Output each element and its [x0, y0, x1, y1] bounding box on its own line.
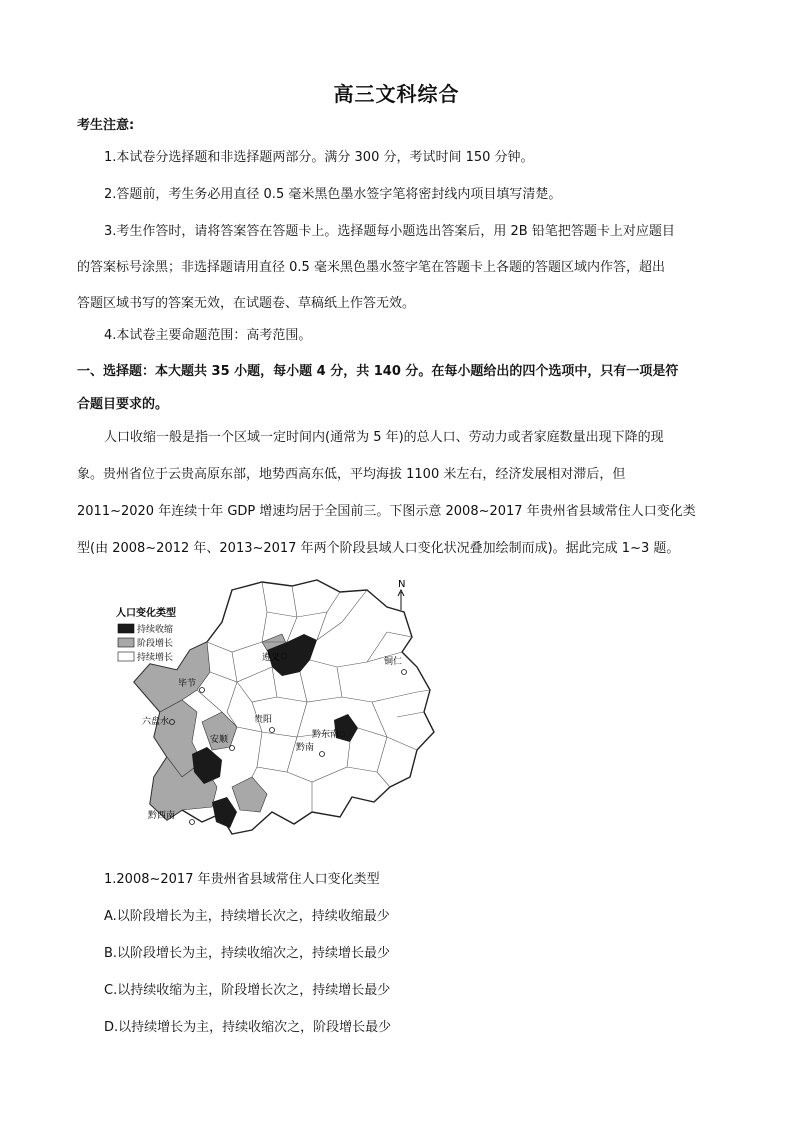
map-label-liupanshui: 六盘水 — [142, 717, 170, 727]
section-heading: 一、选择题：本大题共 35 小题，每小题 4 分，共 140 分。在每小题给出的四个选项中，只有一项是符 — [77, 364, 679, 379]
notice-item: 4.本试卷主要命题范围：高考范围。 — [104, 328, 312, 343]
question-stem: 1.2008~2017 年贵州省县域常住人口变化类型 — [104, 872, 380, 887]
question-option-a: A.以阶段增长为主，持续增长次之，持续收缩最少 — [104, 909, 390, 924]
notice-item: 的答案标号涂黑；非选择题请用直径 0.5 毫米黑色墨水签字笔在答题卡上各题的答题区域内作答，超出 — [77, 260, 665, 275]
page-title: 高三文科综合 — [333, 82, 460, 106]
passage-line: 人口收缩一般是指一个区域一定时间内(通常为 5 年)的总人口、劳动力或者家庭数量出现下降的现 — [104, 430, 664, 445]
legend-label-shrink: 持续收缩 — [137, 625, 174, 635]
legend-swatch-grow — [118, 652, 134, 661]
map-label-zunyi: 遵义 — [262, 653, 281, 663]
map-label-qiandongnan: 黔东南 — [312, 730, 340, 740]
notice-item: 答题区域书写的答案无效，在试题卷、草稿纸上作答无效。 — [77, 296, 416, 311]
notice-item: 2.答题前，考生务必用直径 0.5 毫米黑色墨水签字笔将密封线内项目填写清楚。 — [104, 187, 562, 202]
legend-swatch-shrink — [118, 624, 134, 633]
map-label-qianxinan: 黔西南 — [148, 811, 176, 821]
notice-item: 1.本试卷分选择题和非选择题两部分。满分 300 分，考试时间 150 分钟。 — [104, 150, 534, 165]
map-label-bijie: 毕节 — [178, 679, 197, 689]
guizhou-population-map — [112, 572, 442, 842]
passage-line: 象。贵州省位于云贵高原东部，地势西高东低，平均海拔 1100 米左右，经济发展相对滞后，但 — [77, 467, 626, 482]
map-label-qiannan: 黔南 — [296, 743, 315, 753]
passage-line: 型(由 2008~2012 年、2013~2017 年两个阶段县域人口变化状况叠加绘制而成)。据此完成 1~3 题。 — [77, 541, 680, 556]
map-label-anshun: 安顺 — [210, 735, 229, 745]
notice-item: 3.考生作答时，请将答案答在答题卡上。选择题每小题选出答案后，用 2B 铅笔把答题卡上对应题目 — [104, 224, 675, 239]
question-option-d: D.以持续增长为主，持续收缩次之，阶段增长最少 — [104, 1020, 392, 1035]
legend-label-grow: 持续增长 — [137, 653, 174, 663]
map-label-guiyang: 贵阳 — [254, 715, 273, 725]
legend-label-stage: 阶段增长 — [137, 639, 174, 649]
map-label-tongren: 铜仁 — [384, 657, 403, 667]
question-option-c: C.以持续收缩为主，阶段增长次之，持续增长最少 — [104, 983, 391, 998]
passage-line: 2011~2020 年连续十年 GDP 增速均居于全国前三。下图示意 2008~2017 年贵州省县域常住人口变化类 — [77, 504, 696, 519]
section-heading-cont: 合题目要求的。 — [77, 397, 169, 412]
notice-heading: 考生注意: — [77, 118, 135, 133]
legend-title: 人口变化类型 — [116, 608, 176, 619]
north-label: N — [398, 579, 406, 590]
legend-swatch-stage — [118, 638, 134, 647]
question-option-b: B.以阶段增长为主，持续收缩次之，持续增长最少 — [104, 946, 391, 961]
